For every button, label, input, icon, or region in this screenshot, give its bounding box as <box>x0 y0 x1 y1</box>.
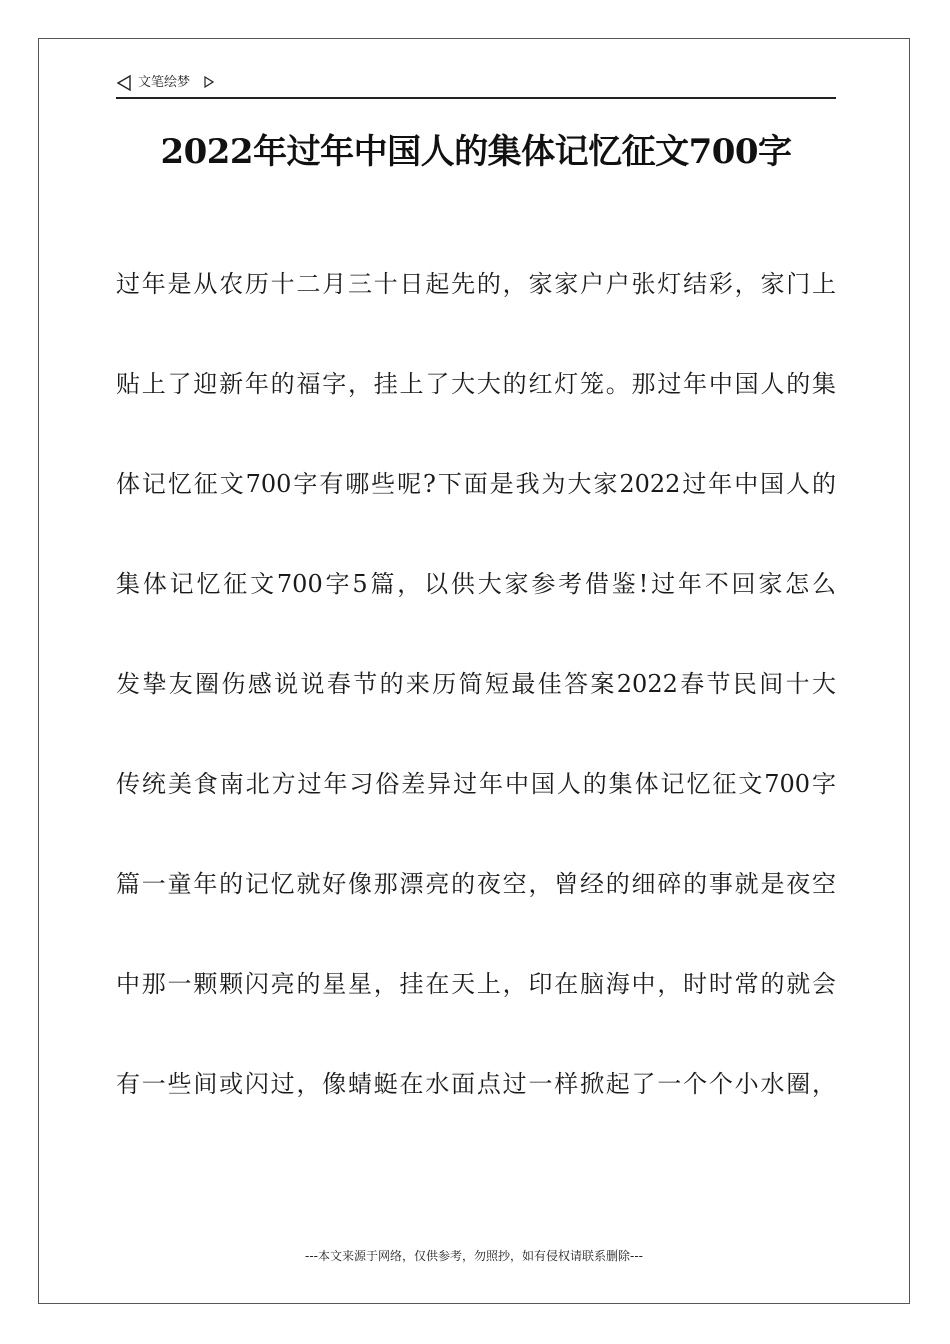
header-brand: 文笔绘梦 <box>138 75 191 90</box>
body-line: 发挚友圈伤感说说春节的来历简短最佳答案2022春节民间十大 <box>116 670 836 698</box>
body-line: 中那一颗颗闪亮的星星，挂在天上，印在脑海中，时时常的就会 <box>116 970 836 998</box>
page-header <box>116 72 836 98</box>
body-line: 过年是从农历十二月三十日起先的，家家户户张灯结彩，家门上 <box>116 270 836 298</box>
triangle-right-outline-icon <box>204 76 214 88</box>
body-line: 有一些间或闪过，像蜻蜓在水面点过一样掀起了一个个小水圈， <box>116 1070 836 1098</box>
body-line: 传统美食南北方过年习俗差异过年中国人的集体记忆征文700字 <box>116 770 836 798</box>
document-title: 2022年过年中国人的集体记忆征文700字 <box>160 132 792 172</box>
header-divider <box>116 97 836 99</box>
body-line: 贴上了迎新年的福字，挂上了大大的红灯笼。那过年中国人的集 <box>116 370 836 398</box>
body-line: 篇一童年的记忆就好像那漂亮的夜空，曾经的细碎的事就是夜空 <box>116 870 836 898</box>
body-line: 体记忆征文700字有哪些呢?下面是我为大家2022过年中国人的 <box>116 470 836 498</box>
footer-notice: ---本文来源于网络，仅供参考，勿照抄，如有侵权请联系删除--- <box>305 1249 643 1263</box>
triangle-left-outline-icon <box>116 74 132 92</box>
body-line: 集体记忆征文700字5篇，以供大家参考借鉴!过年不回家怎么 <box>116 570 836 598</box>
document-body <box>116 258 836 1158</box>
